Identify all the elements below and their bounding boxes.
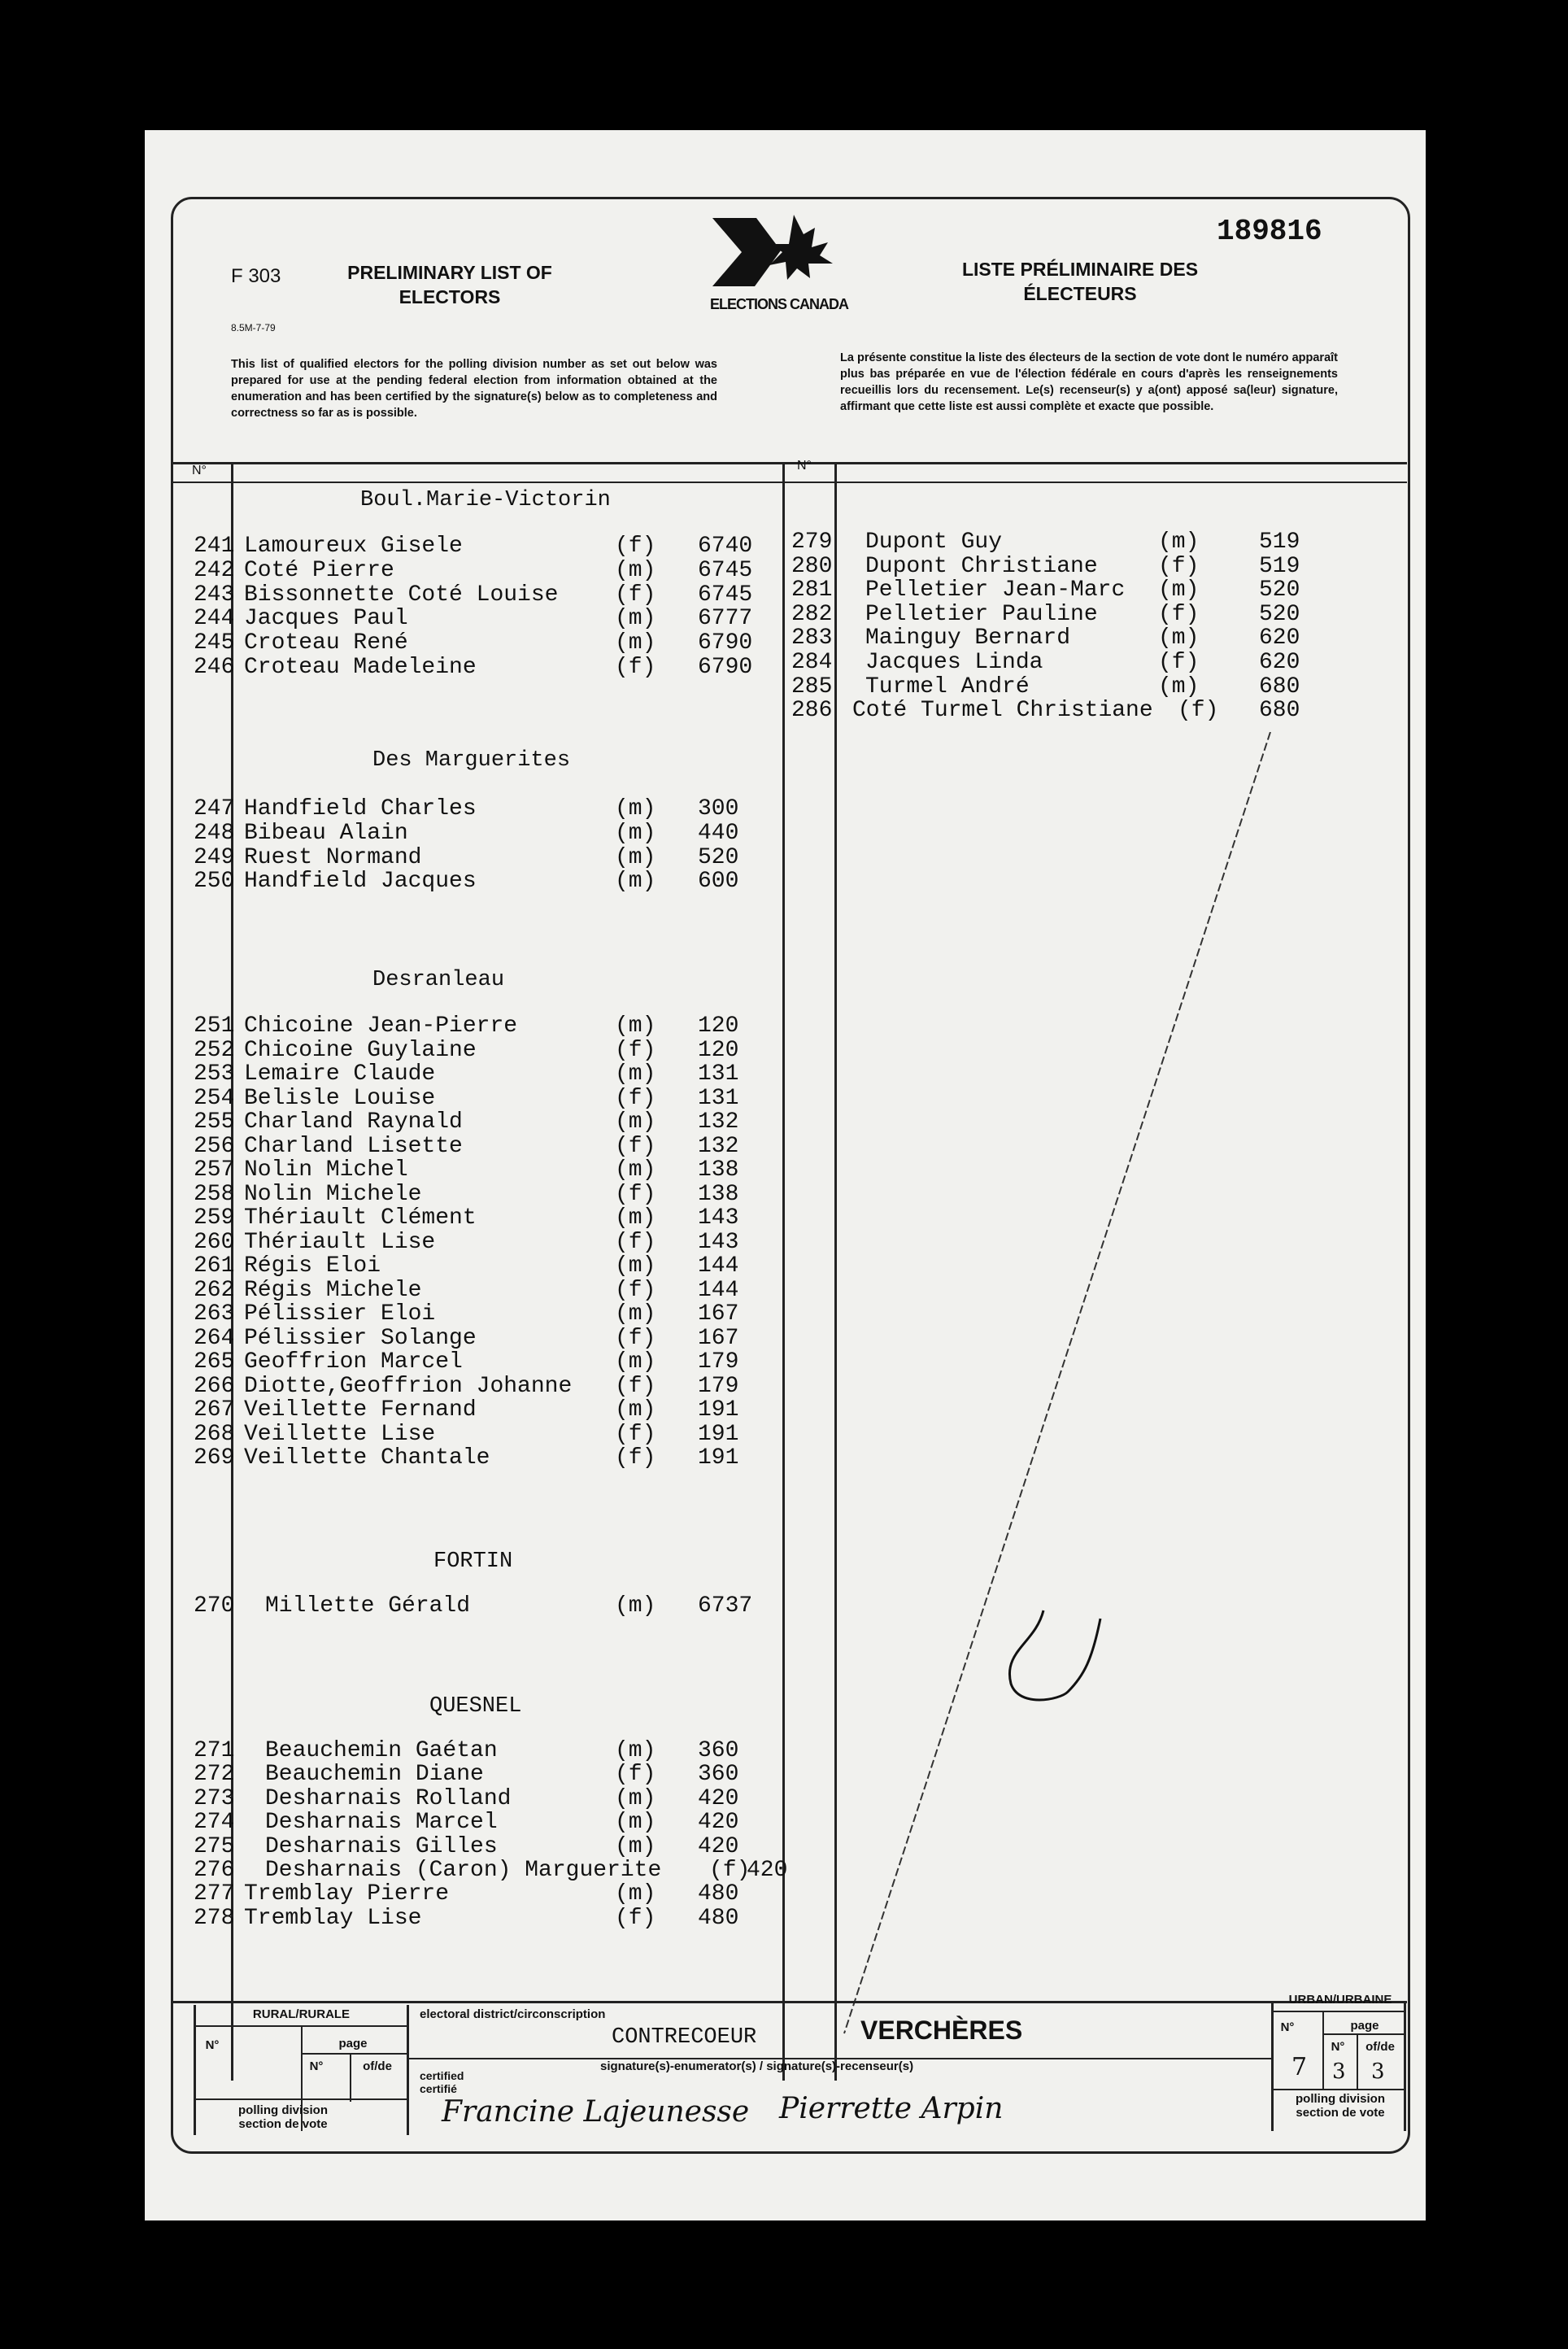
page-total: 3 (1371, 2059, 1385, 2084)
elector-name: Handfield Charles (244, 796, 477, 821)
elector-sex: (f) (615, 1181, 656, 1207)
elector-row (145, 1279, 779, 1303)
elector-number: 267 (194, 1397, 235, 1423)
elector-number: 269 (194, 1445, 235, 1471)
elector-sex: (m) (615, 1397, 656, 1423)
elector-sex: (m) (615, 820, 656, 846)
elector-name: Desharnais (Caron) Marguerite (265, 1858, 662, 1883)
elector-address: 6737 (698, 1593, 753, 1619)
elector-name: Nolin Michel (244, 1157, 408, 1183)
elector-address: 440 (698, 820, 739, 846)
elector-row (145, 603, 1365, 627)
elector-number: 249 (194, 844, 235, 870)
elections-canada-logo (706, 211, 852, 325)
elector-name: Mainguy Bernard (865, 625, 1071, 652)
rural-no-label: N° (205, 2038, 220, 2052)
elector-address: 300 (698, 796, 739, 821)
elector-name: Coté Turmel Christiane (852, 698, 1153, 724)
elector-name: Charland Raynald (244, 1109, 463, 1135)
elector-row (145, 578, 1365, 603)
elector-row (145, 1183, 779, 1207)
elector-address: 420 (698, 1810, 739, 1836)
rural-page-label: page (338, 2037, 368, 2050)
elector-sex: (m) (615, 557, 656, 583)
elector-address: 6790 (698, 630, 753, 656)
elector-number: 243 (194, 582, 235, 608)
elector-name: Jacques Linda (865, 650, 1043, 675)
rural-page-no-label: N° (309, 2059, 324, 2073)
elector-sex: (m) (615, 1349, 656, 1375)
elector-name: Thériault Lise (244, 1229, 436, 1255)
elector-sex: (m) (615, 1157, 656, 1183)
urban-no-label: N° (1280, 2020, 1295, 2034)
elector-number: 244 (194, 606, 235, 632)
elector-name: Dupont Christiane (865, 553, 1098, 579)
elector-name: Régis Michele (244, 1277, 422, 1303)
footer-rule (172, 2001, 1407, 2003)
elector-number: 277 (194, 1881, 235, 1907)
footer-left-edge (194, 2005, 196, 2135)
elector-sex: (m) (615, 630, 656, 656)
elector-row (145, 555, 1365, 579)
elector-address: 600 (698, 869, 739, 895)
elector-row (145, 1398, 779, 1423)
elector-number: 280 (791, 553, 833, 579)
elector-number: 264 (194, 1325, 235, 1351)
elector-row (145, 1811, 779, 1835)
elector-row (145, 846, 779, 870)
urban-polling-division-label: polling division section de vote (1296, 2092, 1385, 2120)
elector-row (145, 530, 1365, 555)
elector-number: 278 (194, 1905, 235, 1931)
elector-sex: (f) (615, 1373, 656, 1399)
elector-name: Pelletier Jean-Marc (865, 577, 1126, 604)
elector-sex: (m) (1158, 577, 1200, 604)
elector-sex: (m) (1158, 673, 1200, 699)
elector-row (145, 1763, 779, 1787)
elector-sex: (m) (615, 1301, 656, 1327)
elector-row (145, 869, 779, 894)
elector-name: Desharnais Marcel (265, 1810, 498, 1836)
hand-mark (987, 1602, 1108, 1724)
elector-sex: (m) (615, 1013, 656, 1039)
table-top-rule (172, 462, 1407, 464)
elector-address: 179 (698, 1373, 739, 1399)
elector-address: 144 (698, 1277, 739, 1303)
elector-sex: (m) (615, 1738, 656, 1763)
elector-name: Chicoine Guylaine (244, 1037, 477, 1063)
elector-name: Beauchemin Gaétan (265, 1738, 498, 1763)
intro-en: This list of qualified electors for the polling division number as set out below was prepared for use at the pending federal election from information obtained at the enumeration and has been certified by the signature(s) below as to completeness and correctness so far as is possible. (231, 358, 717, 420)
elector-sex: (f) (615, 1421, 656, 1447)
elector-address: 132 (698, 1109, 739, 1135)
elector-row (145, 1231, 779, 1255)
elector-address: 191 (698, 1421, 739, 1447)
elector-number: 245 (194, 630, 235, 656)
elector-sex: (f) (615, 1229, 656, 1255)
elector-row (145, 626, 1365, 651)
elector-address: 360 (698, 1738, 739, 1763)
elector-sex: (m) (615, 796, 656, 821)
elector-address: 6740 (698, 534, 753, 559)
elector-name: Ruest Normand (244, 844, 422, 870)
elector-sex: (f) (615, 1905, 656, 1931)
elector-name: Charland Lisette (244, 1133, 463, 1159)
elector-row (145, 1858, 788, 1883)
elector-name: Tremblay Lise (244, 1905, 422, 1931)
elector-name: Nolin Michele (244, 1181, 422, 1207)
elector-row (145, 1087, 779, 1111)
elector-row (145, 1327, 779, 1351)
elector-name: Beauchemin Diane (265, 1762, 484, 1788)
elector-address: 120 (698, 1013, 739, 1039)
elector-address: 138 (698, 1157, 739, 1183)
district-label: electoral district/circonscription (420, 2007, 606, 2021)
elector-name: Pélissier Solange (244, 1325, 477, 1351)
elector-name: Pélissier Eloi (244, 1301, 436, 1327)
elector-number: 241 (194, 534, 235, 559)
elector-sex: (f) (615, 582, 656, 608)
elector-row (145, 1350, 779, 1375)
elector-name: Veillette Fernand (244, 1397, 477, 1423)
title-en: PRELIMINARY LIST OF ELECTORS (347, 262, 552, 307)
elector-row (145, 1254, 779, 1279)
elector-address: 143 (698, 1229, 739, 1255)
elector-row (145, 1039, 779, 1063)
elector-row (145, 651, 1365, 675)
elector-address: 620 (1259, 625, 1300, 652)
urban-page-no-label: N° (1331, 2040, 1345, 2054)
elector-address: 360 (698, 1762, 739, 1788)
elector-address: 191 (698, 1445, 739, 1471)
elector-sex: (f) (615, 1445, 656, 1471)
elector-sex: (f) (1178, 698, 1219, 724)
elector-sex: (m) (615, 1833, 656, 1859)
elector-number: 282 (791, 601, 833, 627)
elector-row (145, 1302, 779, 1327)
elector-row (145, 1158, 779, 1183)
elector-number: 270 (194, 1593, 235, 1619)
signature-enumerator-2: Pierrette Arpin (779, 2092, 1004, 2125)
elector-sex: (f) (615, 1762, 656, 1788)
form-page (145, 130, 1426, 2220)
elector-sex: (m) (615, 1810, 656, 1836)
elector-address: 420 (698, 1785, 739, 1811)
elector-name: Pelletier Pauline (865, 601, 1098, 627)
elector-number: 254 (194, 1085, 235, 1111)
elector-name: Bibeau Alain (244, 820, 408, 846)
elector-row (145, 1110, 779, 1135)
elector-name: Lemaire Claude (244, 1061, 436, 1087)
elector-sex: (f) (1158, 601, 1200, 627)
elector-name: Desharnais Gilles (265, 1833, 498, 1859)
elector-sex: (f) (615, 1325, 656, 1351)
elector-name: Régis Eloi (244, 1253, 381, 1279)
signature-enumerator-1: Francine Lajeunesse (442, 2095, 750, 2129)
elector-number: 262 (194, 1277, 235, 1303)
elector-address: 138 (698, 1181, 739, 1207)
elector-number: 260 (194, 1229, 235, 1255)
elector-address: 480 (698, 1905, 739, 1931)
elector-row (145, 1135, 779, 1159)
elector-sex: (f) (615, 1037, 656, 1063)
elector-number: 257 (194, 1157, 235, 1183)
elector-number: 258 (194, 1181, 235, 1207)
table-header-rule (172, 482, 1407, 483)
elector-number: 286 (791, 698, 833, 724)
elector-sex: (f) (615, 655, 656, 680)
elector-address: 680 (1259, 673, 1300, 699)
serial-number: 189816 (1217, 215, 1322, 248)
elector-sex: (f) (709, 1858, 751, 1883)
elector-name: Dupont Guy (865, 530, 1003, 555)
elector-address: 519 (1259, 553, 1300, 579)
elector-address: 6745 (698, 582, 753, 608)
logo-text: ELECTIONS CANADA (709, 296, 848, 312)
elector-number: 266 (194, 1373, 235, 1399)
elector-name: Veillette Lise (244, 1421, 436, 1447)
elector-address: 132 (698, 1133, 739, 1159)
elector-row (145, 1446, 779, 1471)
street-heading: Des Marguerites (372, 748, 571, 773)
elector-sex: (m) (615, 869, 656, 895)
elector-address: 420 (747, 1858, 788, 1883)
elector-name: Bissonnette Coté Louise (244, 582, 559, 608)
elector-row (145, 1739, 779, 1763)
elector-number: 253 (194, 1061, 235, 1087)
elector-sex: (m) (1158, 625, 1200, 652)
elector-row (145, 1835, 779, 1859)
elector-number: 285 (791, 673, 833, 699)
elector-address: 179 (698, 1349, 739, 1375)
elector-address: 167 (698, 1301, 739, 1327)
elector-name: Croteau René (244, 630, 408, 656)
polling-division-number: 7 (1291, 2053, 1308, 2081)
elector-number: 271 (194, 1738, 235, 1763)
elector-number: 247 (194, 796, 235, 821)
elector-number: 251 (194, 1013, 235, 1039)
elector-number: 248 (194, 820, 235, 846)
elector-number: 281 (791, 577, 833, 604)
elector-sex: (f) (615, 1085, 656, 1111)
elector-number: 246 (194, 655, 235, 680)
elector-name: Handfield Jacques (244, 869, 477, 895)
elector-name: Veillette Chantale (244, 1445, 490, 1471)
elector-row (145, 699, 1365, 723)
rural-polling-division-label: polling division section de vote (238, 2103, 328, 2131)
elector-row (145, 797, 779, 821)
elector-sex: (m) (615, 1205, 656, 1231)
page-number: 3 (1332, 2059, 1346, 2084)
elector-number: 261 (194, 1253, 235, 1279)
elector-sex: (m) (615, 1109, 656, 1135)
col-no-right: N° (797, 459, 812, 473)
elector-name: Millette Gérald (265, 1593, 471, 1619)
elector-number: 272 (194, 1762, 235, 1788)
urban-page-label: page (1350, 2019, 1379, 2033)
form-code: F 303 (231, 265, 281, 287)
elector-row (145, 1907, 779, 1931)
district-stamp: VERCHÈRES (860, 2016, 1023, 2045)
elector-name: Tremblay Pierre (244, 1881, 450, 1907)
elector-row (145, 1423, 779, 1447)
elector-name: Geoffrion Marcel (244, 1349, 463, 1375)
elector-name: Jacques Paul (244, 606, 408, 632)
elector-sex: (m) (615, 1253, 656, 1279)
elector-number: 259 (194, 1205, 235, 1231)
elector-name: Desharnais Rolland (265, 1785, 512, 1811)
elector-row (145, 1787, 779, 1811)
district-typed: CONTRECOEUR (612, 2025, 757, 2050)
elector-address: 120 (698, 1037, 739, 1063)
elector-name: Turmel André (865, 673, 1030, 699)
elector-sex: (f) (615, 1277, 656, 1303)
elector-sex: (f) (615, 1133, 656, 1159)
rural-of-label: of/de (363, 2059, 392, 2073)
urban-label: URBAN/URBAINE (1288, 1993, 1392, 2007)
elector-number: 279 (791, 530, 833, 555)
elector-address: 131 (698, 1085, 739, 1111)
elector-sex: (m) (615, 844, 656, 870)
elector-number: 273 (194, 1785, 235, 1811)
col-no-left: N° (192, 464, 207, 477)
elector-number: 263 (194, 1301, 235, 1327)
maple-leaf-x-icon (706, 211, 852, 293)
elector-address: 6790 (698, 655, 753, 680)
elector-row (145, 1062, 779, 1087)
urban-of-label: of/de (1365, 2040, 1395, 2054)
intro-fr: La présente constitue la liste des électeurs de la section de vote dont le numéro apparaît plus bas préparée en vue de l'élection fédérale en cours d'après les renseignements recueillis lors du recensement. Le(s) recenseur(s) y a(ont) apposé sa(leur) signature, affirmant que cette liste est aussi complète et exacte que possible. (840, 351, 1338, 413)
elector-name: Chicoine Jean-Pierre (244, 1013, 518, 1039)
elector-row (145, 1594, 779, 1619)
elector-row (145, 675, 1365, 699)
elector-name: Thériault Clément (244, 1205, 477, 1231)
elector-name: Belisle Louise (244, 1085, 436, 1111)
elector-number: 284 (791, 650, 833, 675)
elector-row (145, 1206, 779, 1231)
elector-name: Diotte,Geoffrion Johanne (244, 1373, 573, 1399)
street-heading: QUESNEL (429, 1694, 522, 1719)
elector-address: 420 (698, 1833, 739, 1859)
elector-sex: (m) (1158, 530, 1200, 555)
elector-address: 620 (1259, 650, 1300, 675)
elector-row (145, 821, 779, 846)
elector-address: 519 (1259, 530, 1300, 555)
elector-sex: (m) (615, 1881, 656, 1907)
elector-number: 250 (194, 869, 235, 895)
elector-sex: (m) (615, 606, 656, 632)
elector-number: 256 (194, 1133, 235, 1159)
elector-number: 268 (194, 1421, 235, 1447)
street-heading: FORTIN (433, 1549, 513, 1574)
elector-number: 255 (194, 1109, 235, 1135)
elector-address: 6745 (698, 557, 753, 583)
title-fr: LISTE PRÉLIMINAIRE DES ÉLECTEURS (961, 259, 1199, 304)
elector-row (145, 1882, 779, 1907)
elector-number: 242 (194, 557, 235, 583)
elector-sex: (m) (615, 1593, 656, 1619)
elector-address: 143 (698, 1205, 739, 1231)
elector-sex: (m) (615, 1061, 656, 1087)
elector-sex: (m) (615, 1785, 656, 1811)
elector-sex: (f) (615, 534, 656, 559)
elector-address: 167 (698, 1325, 739, 1351)
elector-address: 680 (1259, 698, 1300, 724)
elector-sex: (f) (1158, 650, 1200, 675)
elector-name: Lamoureux Gisele (244, 534, 463, 559)
elector-number: 275 (194, 1833, 235, 1859)
elector-number: 276 (194, 1858, 235, 1883)
signature-label: signature(s)-enumerator(s) / signature(s)-recenseur(s) (600, 2059, 914, 2073)
elector-number: 265 (194, 1349, 235, 1375)
elector-row (145, 1375, 779, 1399)
elector-name: Coté Pierre (244, 557, 394, 583)
elector-address: 520 (1259, 601, 1300, 627)
street-heading: Boul.Marie-Victorin (360, 488, 611, 512)
elector-address: 520 (1259, 577, 1300, 604)
form-date: 8.5M-7-79 (231, 322, 276, 333)
elector-address: 520 (698, 844, 739, 870)
elector-address: 191 (698, 1397, 739, 1423)
cross-out-line (828, 732, 1283, 2066)
certified-label: certified certifié (420, 2069, 464, 2095)
elector-number: 252 (194, 1037, 235, 1063)
elector-number: 283 (791, 625, 833, 652)
street-heading: Desranleau (372, 968, 505, 992)
elector-name: Croteau Madeleine (244, 655, 477, 680)
elector-address: 144 (698, 1253, 739, 1279)
elector-row (145, 1014, 779, 1039)
elector-sex: (f) (1158, 553, 1200, 579)
elector-address: 6777 (698, 606, 753, 632)
elector-address: 131 (698, 1061, 739, 1087)
elector-number: 274 (194, 1810, 235, 1836)
rural-label: RURAL/RURALE (252, 2007, 351, 2021)
elector-address: 480 (698, 1881, 739, 1907)
